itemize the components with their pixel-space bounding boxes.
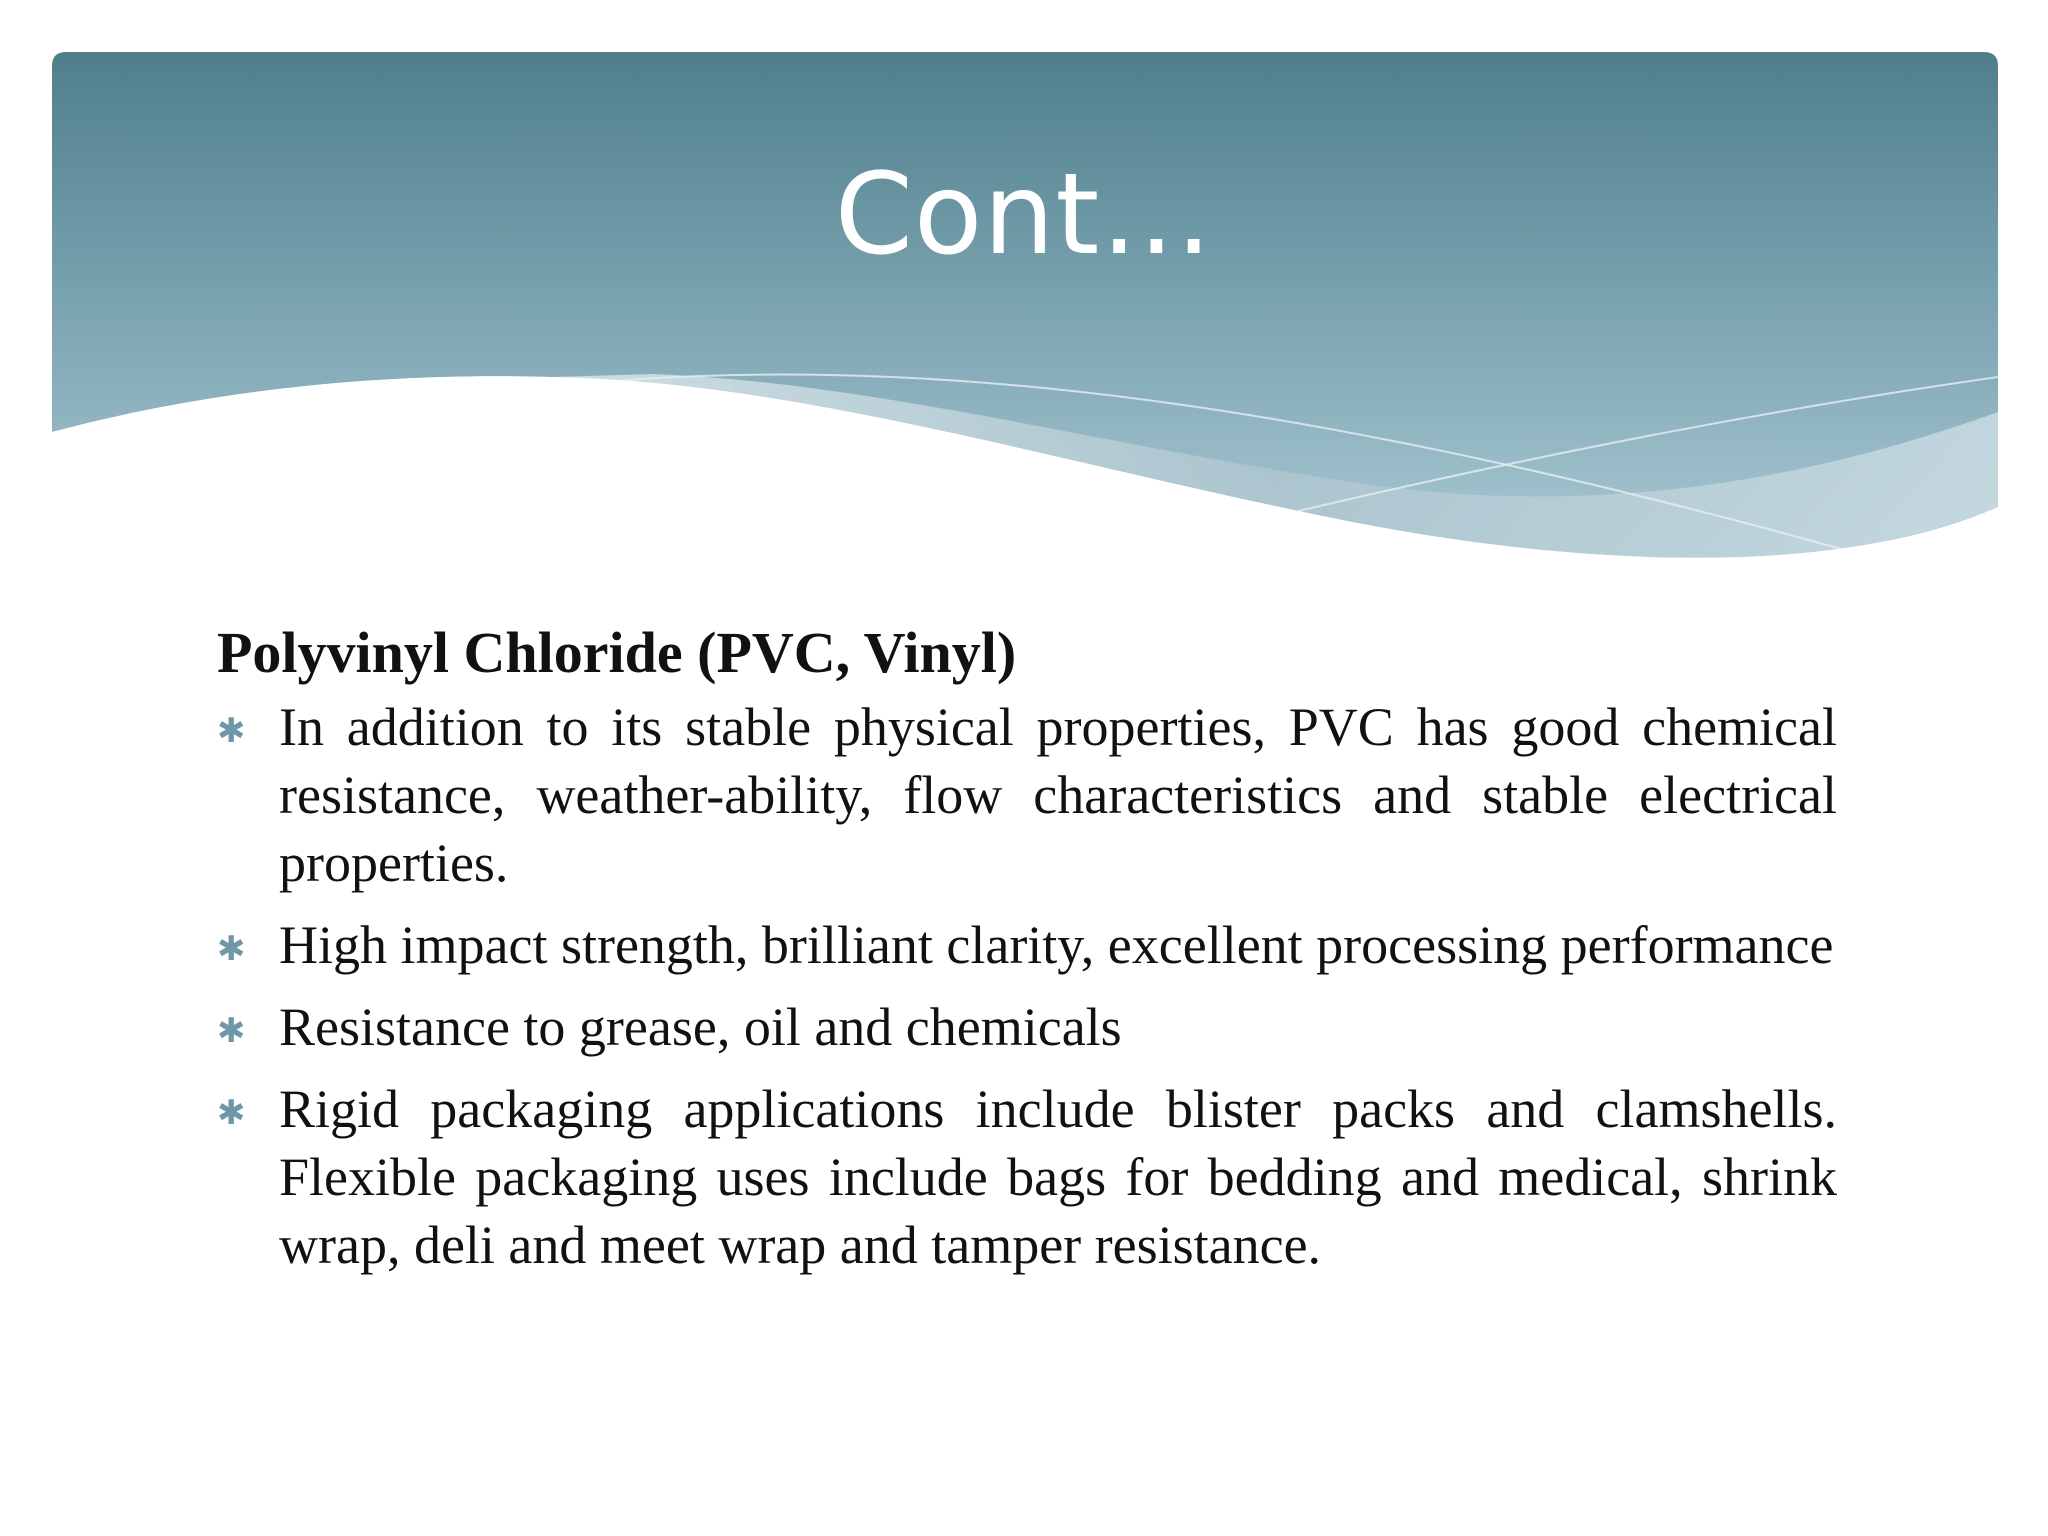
asterisk-bullet-icon: ✱ — [217, 1011, 246, 1051]
list-item — [217, 1075, 1837, 1279]
section-heading: Polyvinyl Chloride (PVC, Vinyl) — [217, 620, 1017, 685]
asterisk-bullet-icon: ✱ — [217, 929, 246, 969]
slide-content — [217, 615, 1837, 1293]
bullet-text: In addition to its stable physical properties, PVC has good chemical resistance, weather-ability, flow characteristics and stable electrical properties. — [279, 697, 1837, 893]
list-item — [217, 993, 1837, 1061]
header-banner — [52, 52, 1998, 572]
bullet-text: Resistance to grease, oil and chemicals — [279, 997, 1122, 1057]
bullet-text: High impact strength, brilliant clarity, excellent processing performance — [279, 915, 1834, 975]
asterisk-bullet-icon: ✱ — [217, 1093, 246, 1133]
bullet-text: Rigid packaging applications include blister packs and clamshells. Flexible packaging uses include bags for bedding and medical, shrink wrap, deli and meet wrap and tamper resistance. — [279, 1079, 1837, 1275]
list-item — [217, 911, 1837, 979]
asterisk-bullet-icon: ✱ — [217, 711, 246, 751]
slide-title: Cont… — [834, 150, 1214, 280]
bullet-list — [217, 693, 1837, 1279]
wave-decoration — [52, 52, 1998, 572]
list-item — [217, 693, 1837, 897]
